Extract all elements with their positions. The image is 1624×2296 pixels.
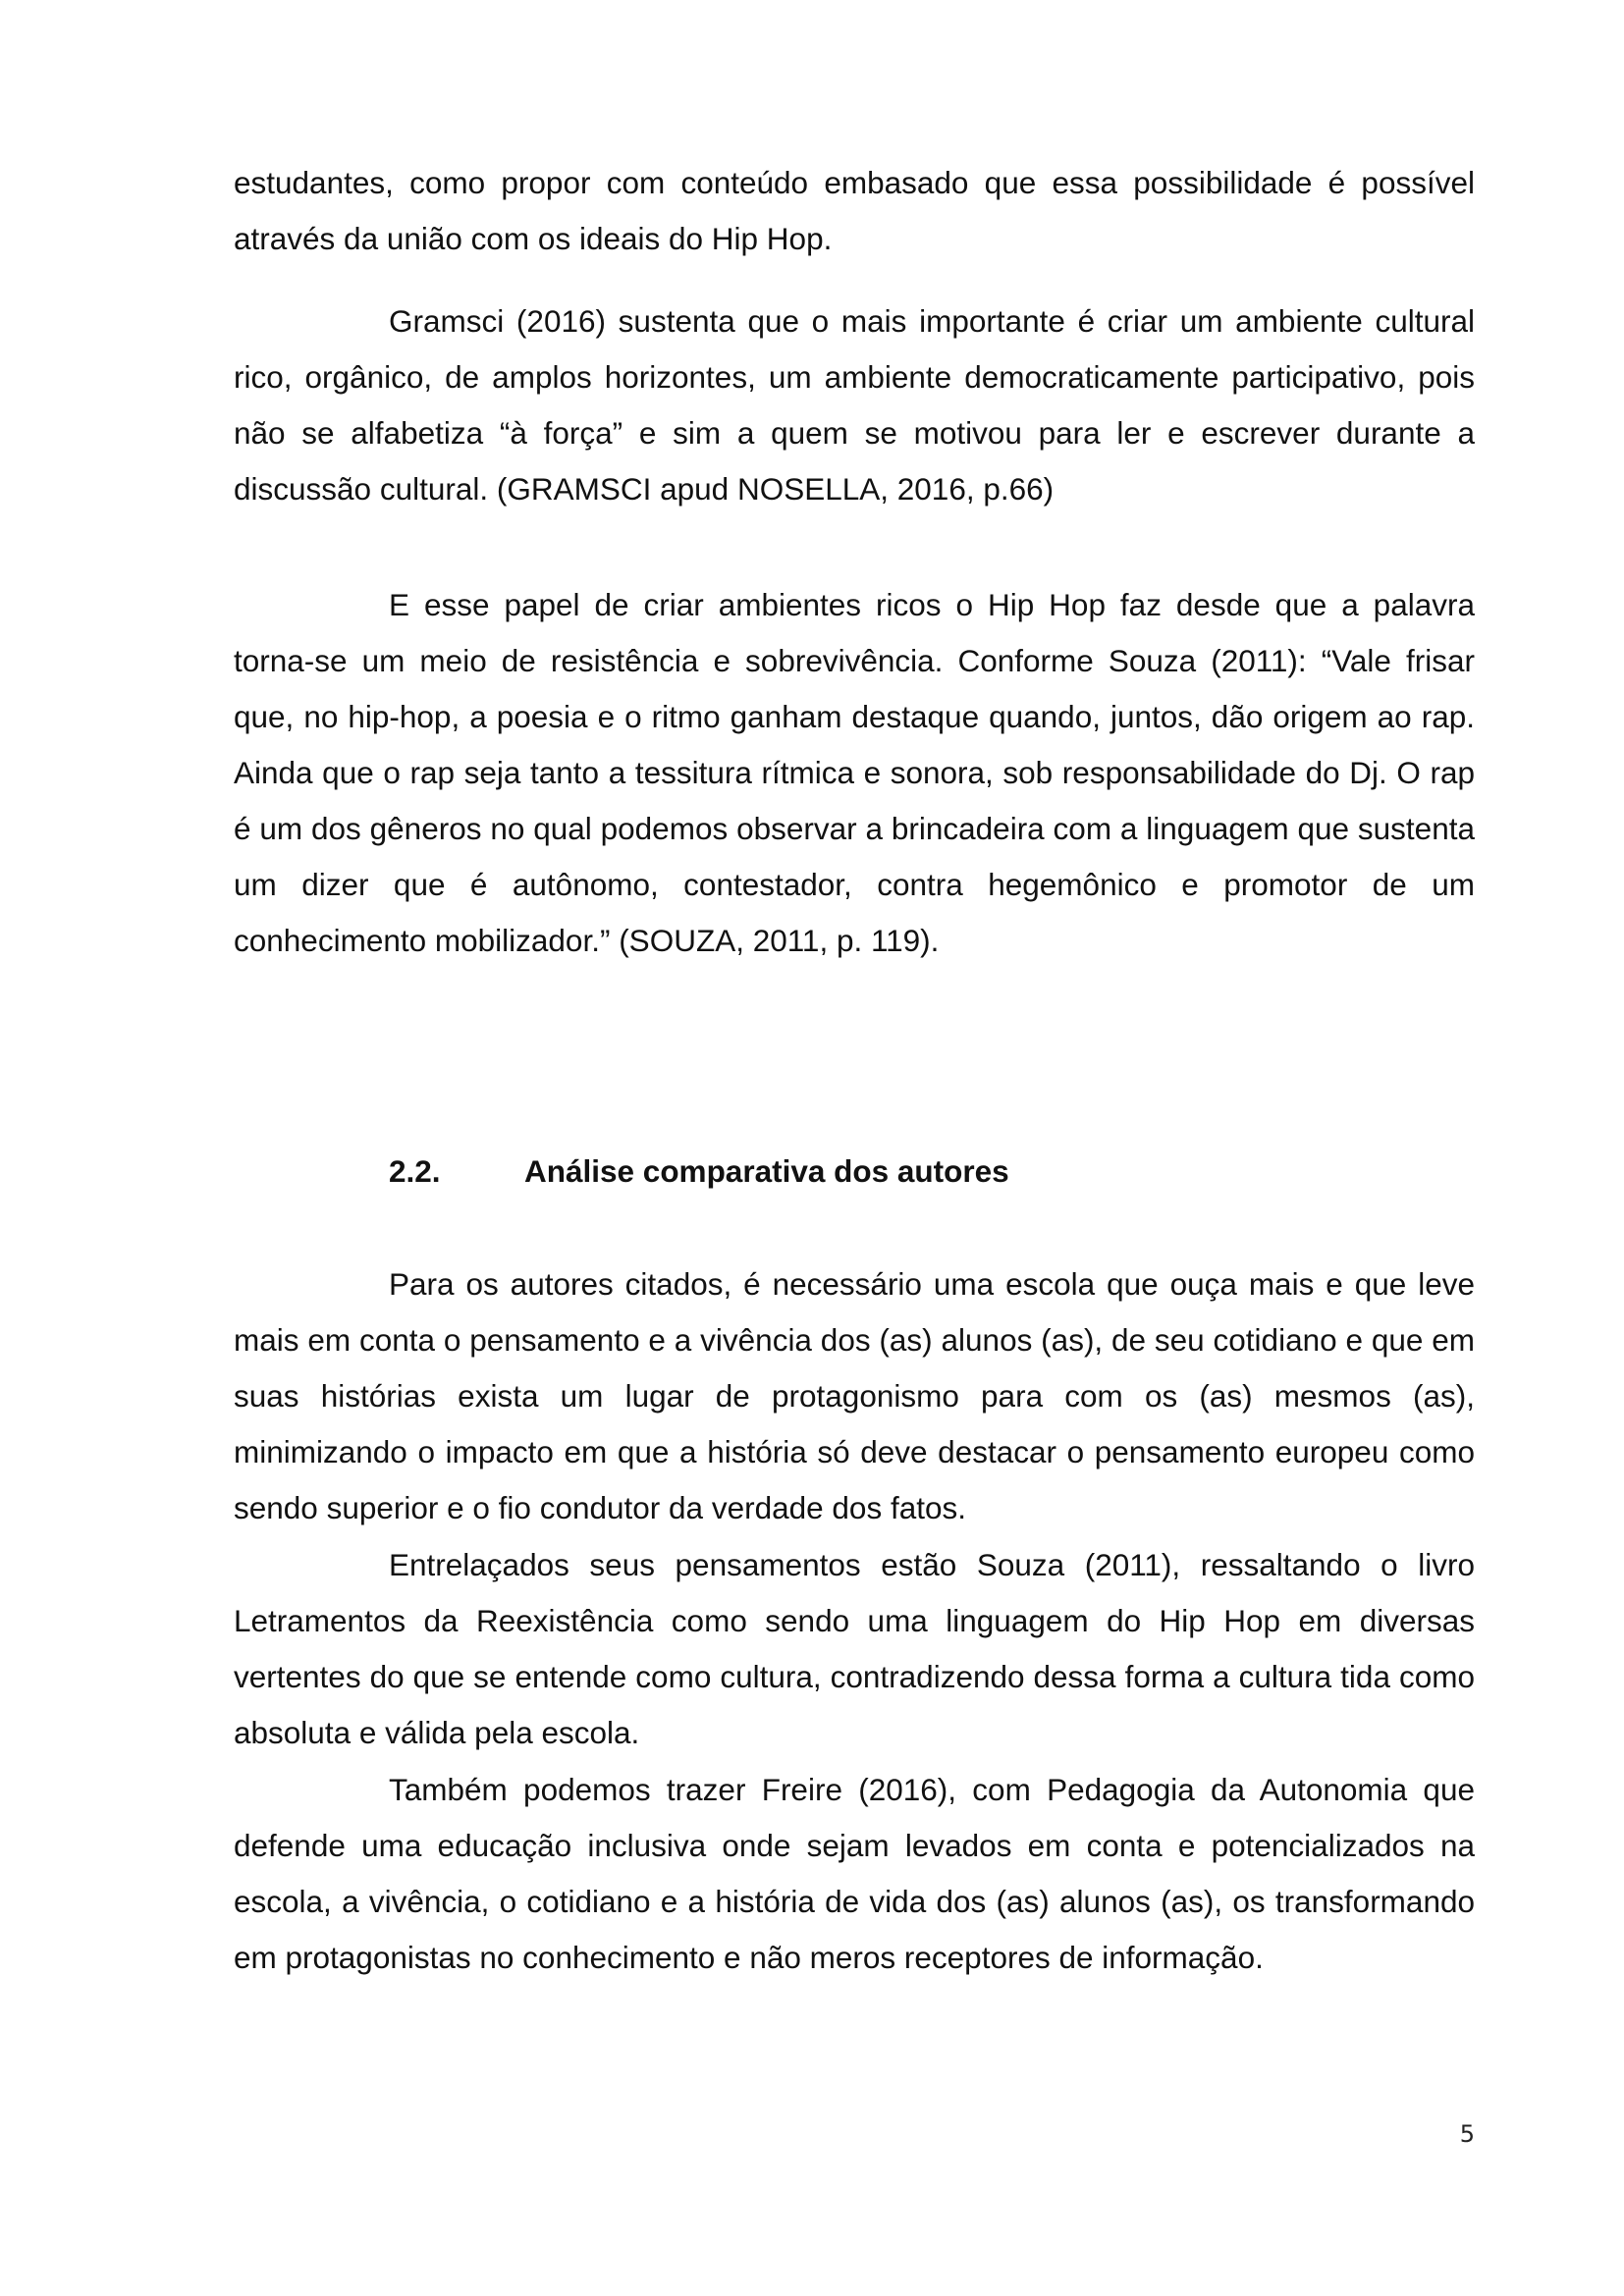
paragraph-continuation: estudantes, como propor com conteúdo embasado que essa possibilidade é possível através da união com os ideais do Hip Hop. <box>234 165 1475 256</box>
paragraph-gramsci: Gramsci (2016) sustenta que o mais importante é criar um ambiente cultural rico, orgânico, de amplos horizontes, um ambiente democraticamente participativo, pois não se alfabetiza “à força” e sim a quem se motivou para ler e escrever durante a discussão cultural. (GRAMSCI apud NOSELLA, 2016, p.66) <box>234 303 1475 507</box>
paragraph-entrelacados: Entrelaçados seus pensamentos estão Souza (2011), ressaltando o livro Letramentos da Reexistência como sendo uma linguagem do Hip Hop em diversas vertentes do que se entende como cultura, contradizendo dessa forma a cultura tida como absoluta e válida pela escola. <box>234 1547 1475 1750</box>
section-number: 2.2. <box>389 1153 441 1189</box>
paragraph-hip-hop-souza: E esse papel de criar ambientes ricos o Hip Hop faz desde que a palavra torna-se um meio de resistência e sobrevivência. Conforme Souza (2011): “Vale frisar que, no hip-hop, a poesia e o ritmo ganham destaque quando, juntos, dão origem ao rap. Ainda que o rap seja tanto a tessitura rítmica e sonora, sob responsabilidade do Dj. O rap é um dos gêneros no qual podemos observar a brincadeira com a linguagem que sustenta um dizer que é autônomo, contestador, contra hegemônico e promotor de um conhecimento mobilizador.” (SOUZA, 2011, p. 119). <box>234 587 1475 958</box>
paragraph-freire: Também podemos trazer Freire (2016), com Pedagogia da Autonomia que defende uma educação inclusiva onde sejam levados em conta e potencializados na escola, a vivência, o cotidiano e a história de vida dos (as) alunos (as), os transformando em protagonistas no conhecimento e não meros receptores de informação. <box>234 1772 1475 1975</box>
section-heading <box>389 1144 1009 1200</box>
section-title: Análise comparativa dos autores <box>524 1153 1009 1189</box>
page-number: 5 <box>1459 2120 1475 2148</box>
paragraph-autores-citados: Para os autores citados, é necessário uma escola que ouça mais e que leve mais em conta o pensamento e a vivência dos (as) alunos (as), de seu cotidiano e que em suas histórias exista um lugar de protagonismo para com os (as) mesmos (as), minimizando o impacto em que a história só deve destacar o pensamento europeu como sendo superior e o fio condutor da verdade dos fatos. <box>234 1266 1475 1525</box>
